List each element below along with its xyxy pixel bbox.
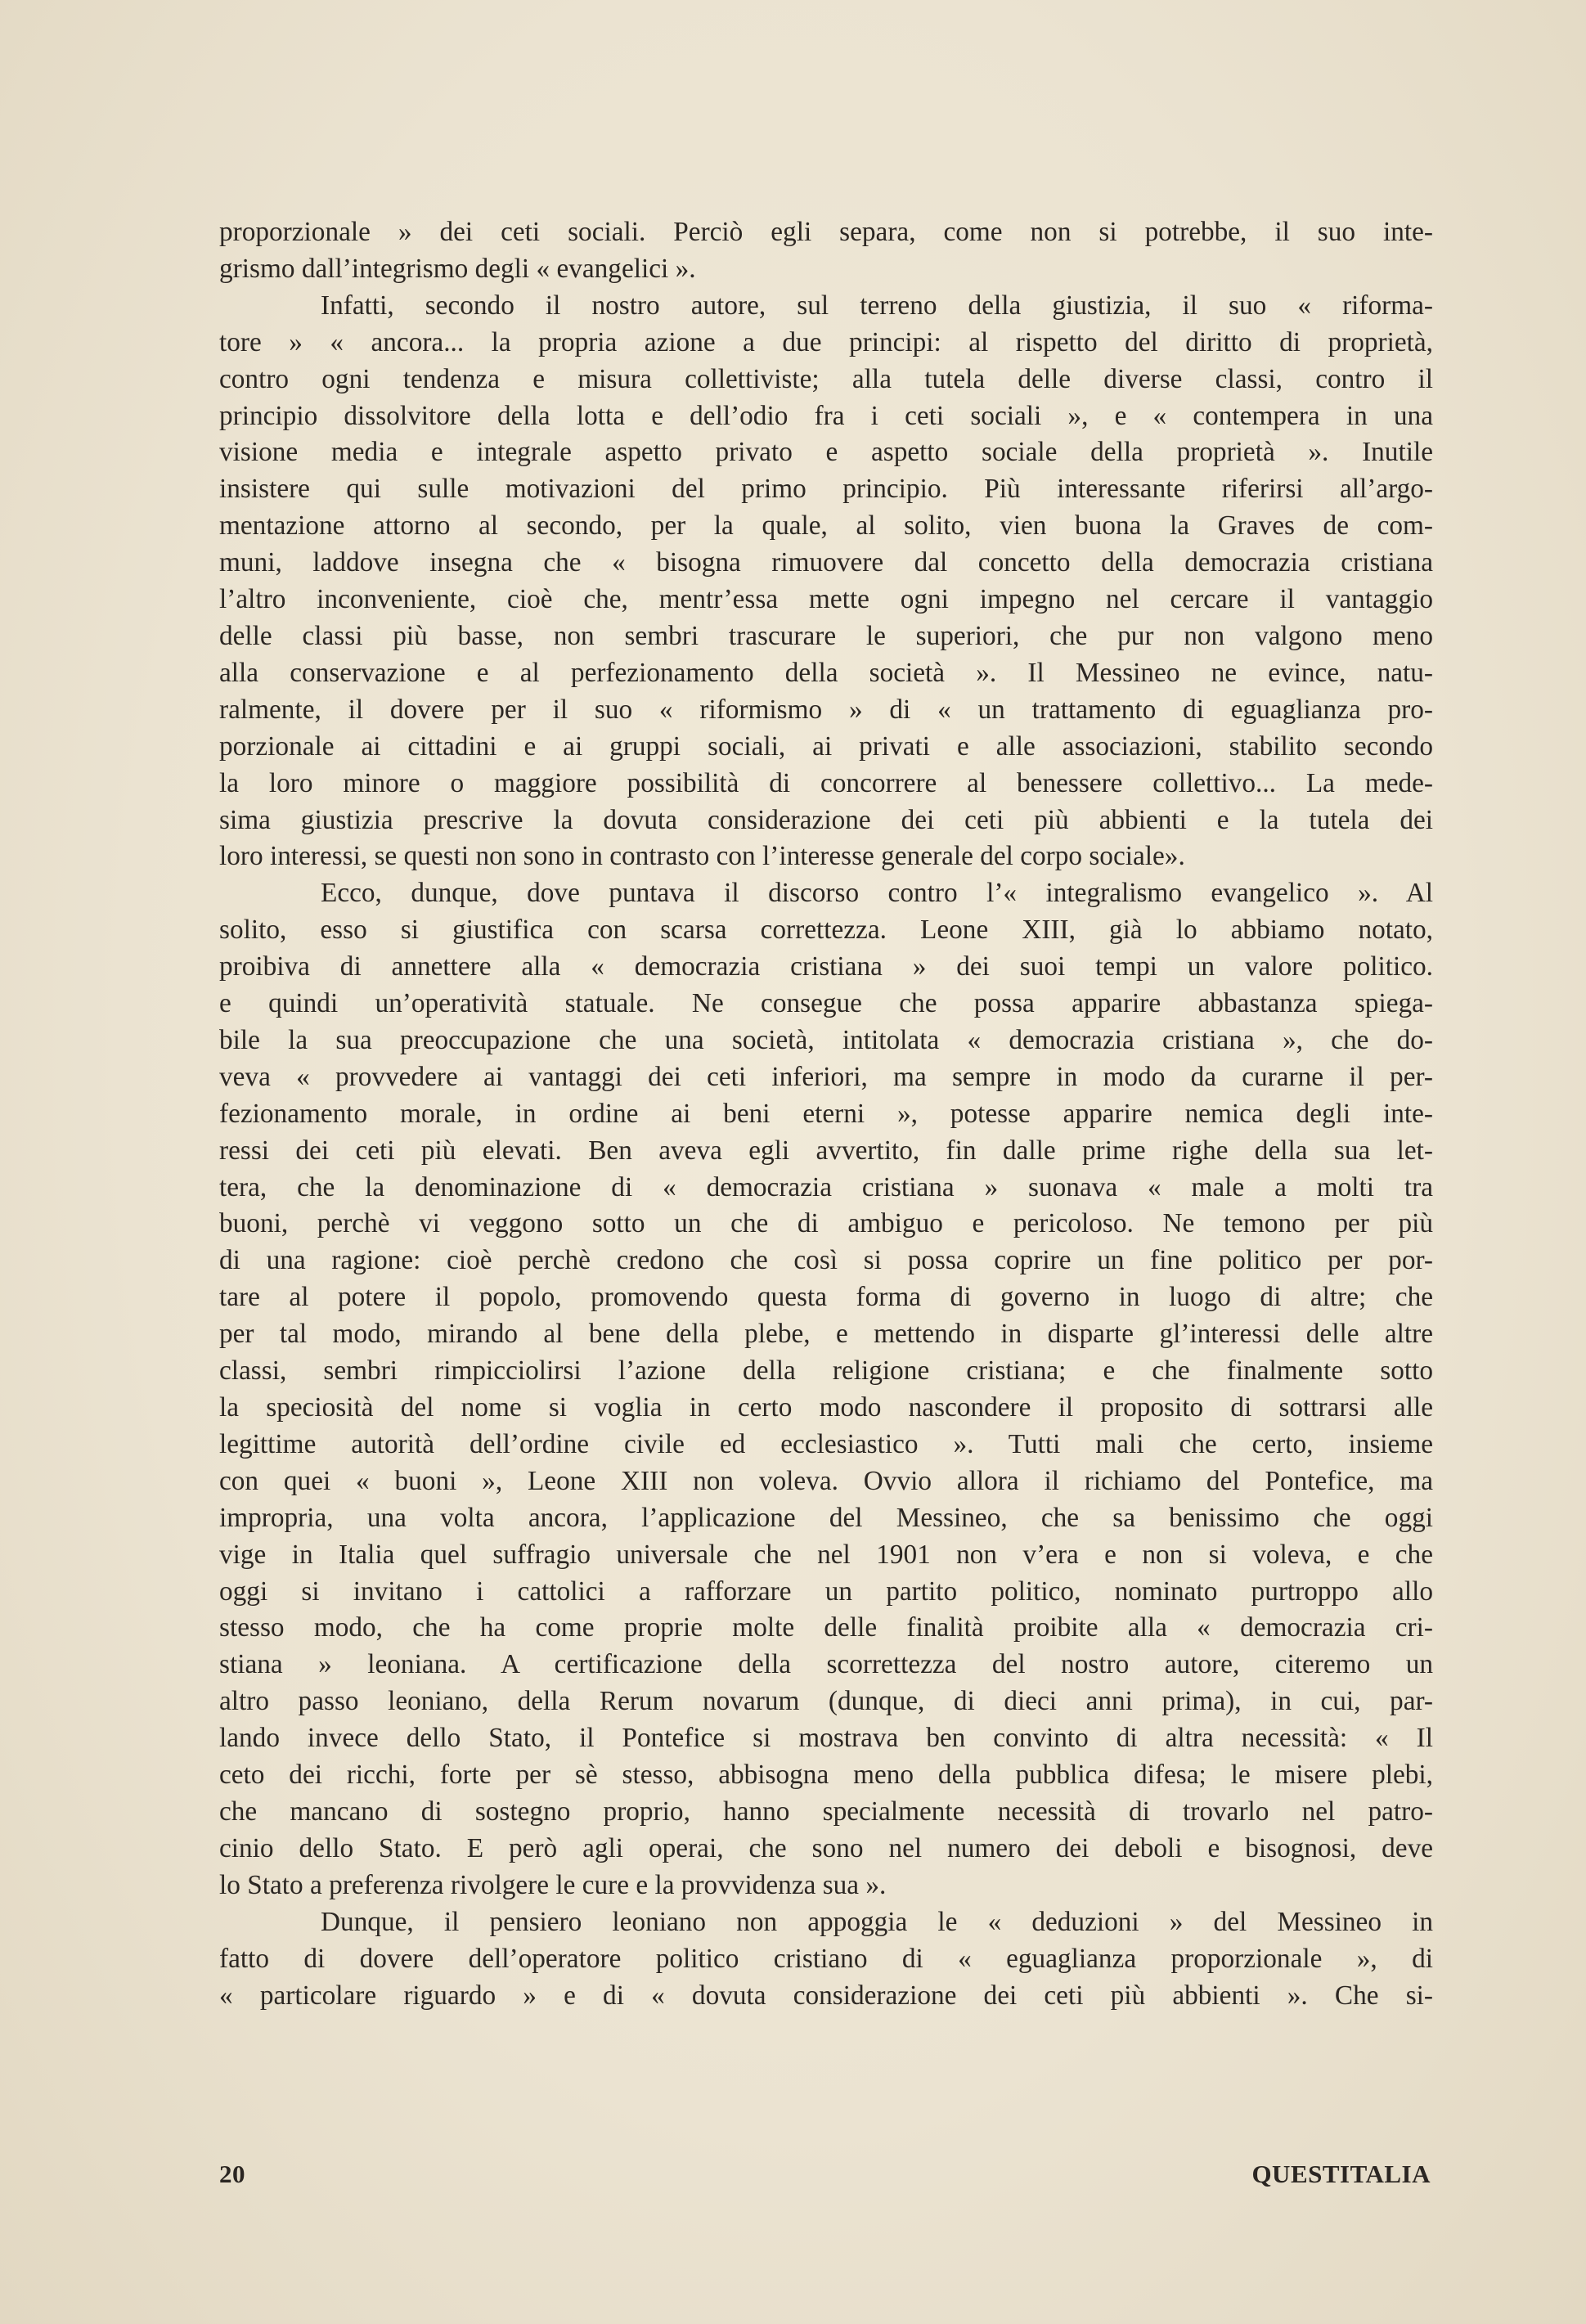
text-line: principio dissolvitore della lotta e dell’odio fra i ceti sociali », e « contempera in una bbox=[219, 400, 1433, 431]
text-line: « particolare riguardo » e di « dovuta considerazione dei ceti più abbienti ». Che si- bbox=[219, 1980, 1433, 2011]
text-line: mentazione attorno al secondo, per la quale, al solito, vien buona la Graves de com- bbox=[219, 510, 1433, 542]
text-line: buoni, perchè vi veggono sotto un che di ambiguo e pericoloso. Ne temono per più bbox=[219, 1208, 1433, 1239]
text-line: ressi dei ceti più elevati. Ben aveva egli avvertito, fin dalle prime righe della sua let- bbox=[219, 1135, 1433, 1166]
page-number: 20 bbox=[219, 2160, 245, 2188]
text-line: alla conservazione e al perfezionamento della società ». Il Messineo ne evince, natu- bbox=[219, 657, 1433, 688]
text-line: grismo dall’integrismo degli « evangelici ». bbox=[219, 253, 696, 284]
text-line: fezionamento morale, in ordine ai beni eterni », potesse apparire nemica degli inte- bbox=[219, 1098, 1433, 1129]
text-line: tore » « ancora... la propria azione a due principi: al rispetto del diritto di proprietà, bbox=[219, 326, 1433, 357]
text-line: loro interessi, se questi non sono in contrasto con l’interesse generale del corpo sociale». bbox=[219, 841, 1185, 872]
text-line: Infatti, secondo il nostro autore, sul terreno della giustizia, il suo « riforma- bbox=[321, 290, 1433, 321]
text-line: fatto di dovere dell’operatore politico cristiano di « eguaglianza proporzionale », di bbox=[219, 1943, 1433, 1974]
text-line: sima giustizia prescrive la dovuta considerazione dei ceti più abbienti e la tutela dei bbox=[219, 804, 1433, 835]
text-line: delle classi più basse, non sembri trascurare le superiori, che pur non valgono meno bbox=[219, 620, 1433, 651]
text-line: visione media e integrale aspetto privato e aspetto sociale della proprietà ». Inutile bbox=[219, 437, 1433, 468]
text-line: di una ragione: cioè perchè credono che così si possa coprire un fine politico per por- bbox=[219, 1245, 1433, 1276]
text-line: solito, esso si giustifica con scarsa correttezza. Leone XIII, già lo abbiamo notato, bbox=[219, 915, 1433, 946]
text-line: oggi si invitano i cattolici a rafforzare un partito politico, nominato purtroppo allo bbox=[219, 1576, 1433, 1607]
journal-title: QUESTITALIA bbox=[1251, 2160, 1431, 2188]
text-line: che mancano di sostegno proprio, hanno specialmente necessità di trovarlo nel patro- bbox=[219, 1796, 1433, 1827]
text-line: vige in Italia quel suffragio universale che nel 1901 non v’era e non si voleva, e che bbox=[219, 1539, 1433, 1570]
text-line: lo Stato a preferenza rivolgere le cure e la provvidenza sua ». bbox=[219, 1869, 887, 1900]
text-line: lando invece dello Stato, il Pontefice si mostrava ben convinto di altra necessità: « Il bbox=[219, 1723, 1433, 1754]
text-line: stesso modo, che ha come proprie molte delle finalità proibite alla « democrazia cri- bbox=[219, 1612, 1433, 1643]
text-line: cinio dello Stato. E però agli operai, che sono nel numero dei deboli e bisognosi, deve bbox=[219, 1832, 1433, 1863]
text-line: altro passo leoniano, della Rerum novarum (dunque, di dieci anni prima), in cui, par- bbox=[219, 1686, 1433, 1717]
text-line: tare al potere il popolo, promovendo questa forma di governo in luogo di altre; che bbox=[219, 1282, 1433, 1313]
text-line: la loro minore o maggiore possibilità di concorrere al benessere collettivo... La mede- bbox=[219, 767, 1433, 798]
text-line: l’altro inconveniente, cioè che, mentr’essa mette ogni impegno nel cercare il vantaggio bbox=[219, 584, 1433, 615]
text-line: classi, sembri rimpicciolirsi l’azione della religione cristiana; e che finalmente sotto bbox=[219, 1355, 1433, 1387]
text-line: Ecco, dunque, dove puntava il discorso contro l’« integralismo evangelico ». Al bbox=[321, 878, 1433, 909]
text-line: proibiva di annettere alla « democrazia cristiana » dei suoi tempi un valore politico. bbox=[219, 951, 1433, 982]
text-line: ralmente, il dovere per il suo « riformismo » di « un trattamento di eguaglianza pro- bbox=[219, 694, 1433, 725]
text-line: insistere qui sulle motivazioni del primo principio. Più interessante riferirsi all’argo- bbox=[219, 474, 1433, 505]
text-line: ceto dei ricchi, forte per sè stesso, abbisogna meno della pubblica difesa; le misere plebi, bbox=[219, 1760, 1433, 1791]
body-text bbox=[219, 214, 1433, 2014]
text-line: Dunque, il pensiero leoniano non appoggia le « deduzioni » del Messineo in bbox=[321, 1906, 1433, 1937]
text-line: porzionale ai cittadini e ai gruppi sociali, ai privati e alle associazioni, stabilito secondo bbox=[219, 730, 1433, 762]
text-line: tera, che la denominazione di « democrazia cristiana » suonava « male a molti tra bbox=[219, 1171, 1433, 1202]
text-line: stiana » leoniana. A certificazione della scorrettezza del nostro autore, citeremo un bbox=[219, 1649, 1433, 1680]
text-line: legittime autorità dell’ordine civile ed ecclesiastico ». Tutti mali che certo, insieme bbox=[219, 1428, 1433, 1459]
text-line: veva « provvedere ai vantaggi dei ceti inferiori, ma sempre in modo da curarne il per- bbox=[219, 1061, 1433, 1092]
text-line: impropria, una volta ancora, l’applicazione del Messineo, che sa benissimo che oggi bbox=[219, 1502, 1433, 1533]
text-line: muni, laddove insegna che « bisogna rimuovere dal concetto della democrazia cristiana bbox=[219, 547, 1433, 578]
text-line: bile la sua preoccupazione che una società, intitolata « democrazia cristiana », che do- bbox=[219, 1024, 1433, 1055]
text-line: proporzionale » dei ceti sociali. Perciò egli separa, come non si potrebbe, il suo inte- bbox=[219, 217, 1433, 247]
text-line: contro ogni tendenza e misura collettiviste; alla tutela delle diverse classi, contro il bbox=[219, 363, 1433, 394]
text-line: e quindi un’operatività statuale. Ne consegue che possa apparire abbastanza spiega- bbox=[219, 988, 1433, 1019]
text-line: per tal modo, mirando al bene della plebe, e mettendo in disparte gl’interessi delle altre bbox=[219, 1319, 1433, 1350]
text-line: con quei « buoni », Leone XIII non voleva. Ovvio allora il richiamo del Pontefice, ma bbox=[219, 1465, 1433, 1496]
text-line: la speciosità del nome si voglia in certo modo nascondere il proposito di sottrarsi alle bbox=[219, 1392, 1433, 1423]
